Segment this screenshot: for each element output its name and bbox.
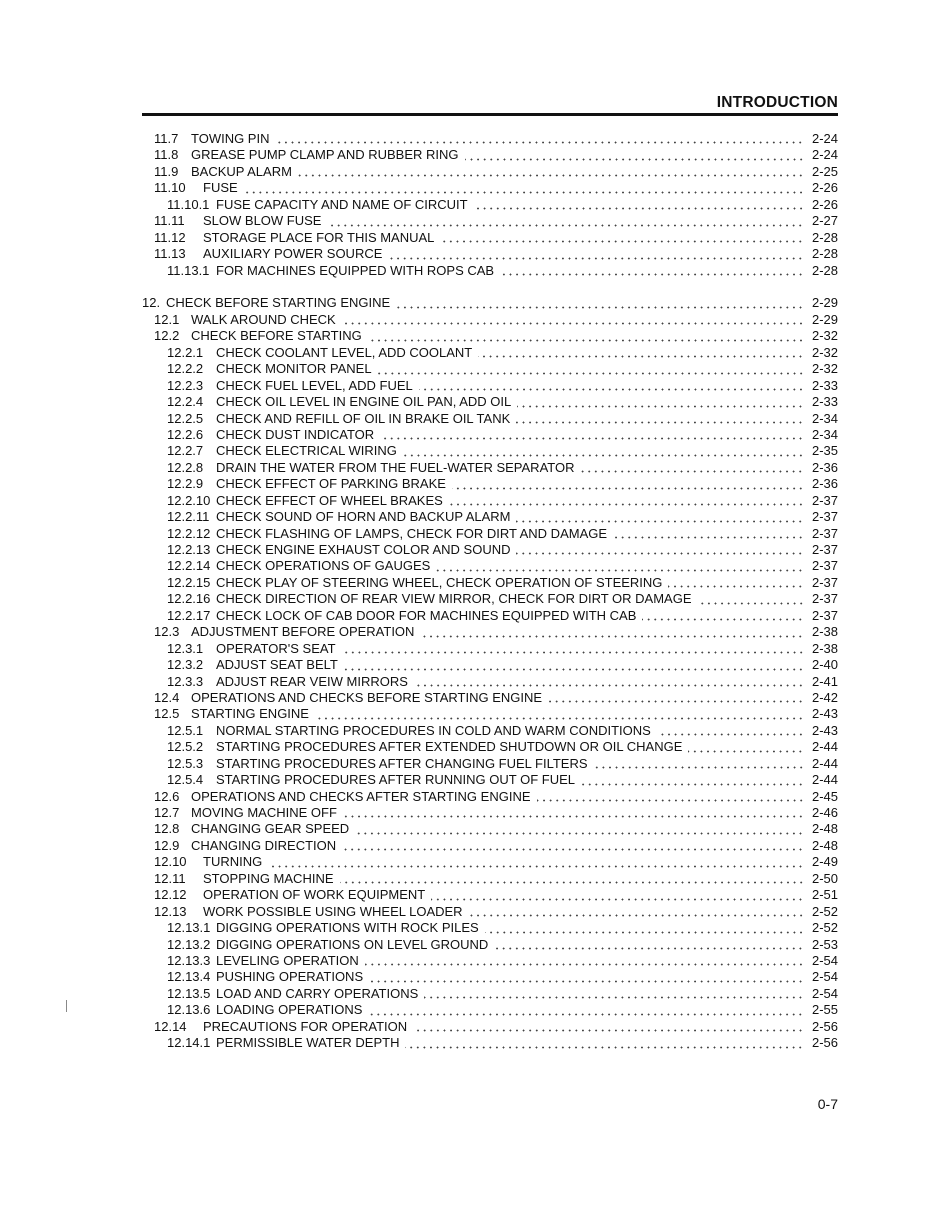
- toc-entry[interactable]: [142, 805, 838, 821]
- toc-entry-page: 2-52: [811, 920, 838, 936]
- toc-entry-title: CHANGING DIRECTION: [191, 837, 337, 853]
- dot-leader: [440, 231, 804, 243]
- toc-entry-number: 12.2.6: [167, 426, 204, 442]
- toc-entry-number: 12.5.4: [167, 772, 204, 788]
- toc-entry-page: 2-26: [811, 196, 838, 212]
- toc-entry-number: 12.13.1: [167, 920, 211, 936]
- page-number: 0-7: [817, 1096, 838, 1112]
- toc-entry-number: 11.12: [154, 229, 186, 245]
- dot-leader: [380, 428, 804, 440]
- dot-leader: [396, 297, 804, 309]
- toc-entry-number: 12.2.8: [167, 459, 204, 475]
- toc-entry[interactable]: [142, 591, 838, 607]
- toc-entry-title: CHECK FUEL LEVEL, ADD FUEL: [216, 377, 413, 393]
- toc-entry-number: 12.2.10: [167, 492, 211, 508]
- toc-entry-page: 2-46: [811, 805, 838, 820]
- toc-entry-page: 2-36: [811, 476, 838, 492]
- dot-leader: [485, 922, 804, 934]
- toc-entry[interactable]: [142, 1035, 838, 1051]
- toc-entry-number: 12.11: [154, 870, 186, 886]
- toc-entry[interactable]: [142, 756, 838, 772]
- toc-entry-page: 2-28: [811, 246, 838, 262]
- toc-entry-title: SLOW BLOW FUSE: [203, 213, 322, 229]
- toc-entry[interactable]: [142, 328, 838, 344]
- toc-entry[interactable]: [142, 641, 838, 657]
- toc-entry-number: 12.2.5: [167, 410, 204, 426]
- toc-entry[interactable]: [142, 986, 838, 1002]
- toc-entry-number: 12.2.3: [167, 377, 204, 393]
- toc-entry-page: 2-37: [811, 607, 838, 623]
- toc-entry-number: 12.5.3: [167, 755, 204, 771]
- toc-entry-title: CHECK OIL LEVEL IN ENGINE OIL PAN, ADD OIL: [216, 394, 512, 410]
- toc-entry-number: 12.2.16: [167, 591, 211, 607]
- toc-entry-title: LOADING OPERATIONS: [216, 1002, 363, 1018]
- dot-leader: [474, 198, 804, 210]
- toc-entry-number: 12.3: [154, 624, 180, 640]
- toc-entry-title: CHECK ELECTRICAL WIRING: [216, 443, 397, 459]
- toc-entry-number: 12.2.13: [167, 542, 211, 557]
- toc-entry[interactable]: [142, 953, 838, 969]
- toc-entry-number: 12.2: [154, 328, 180, 344]
- toc-entry[interactable]: [142, 180, 838, 196]
- toc-entry-page: 2-56: [811, 1018, 838, 1034]
- dot-leader: [405, 1037, 804, 1049]
- toc-entry-page: 2-34: [811, 426, 838, 442]
- dot-leader: [478, 346, 804, 358]
- toc-entry-page: 2-37: [811, 492, 838, 508]
- toc-entry-title: CHECK PLAY OF STEERING WHEEL, CHECK OPERATION OF STEERING: [216, 574, 663, 590]
- toc-entry-page: 2-32: [811, 344, 838, 360]
- toc-entry-number: 11.13.1: [167, 262, 210, 278]
- toc-entry-number: 12.2.17: [167, 607, 211, 623]
- toc-entry-number: 12.12: [154, 887, 187, 903]
- toc-entry-page: 2-29: [811, 311, 838, 327]
- dot-leader: [494, 938, 804, 950]
- toc-entry-title: CHECK BEFORE STARTING: [191, 328, 362, 344]
- toc-entry-title: WALK AROUND CHECK: [191, 311, 336, 327]
- dot-leader: [698, 593, 805, 605]
- dot-leader: [344, 659, 804, 671]
- toc-entry[interactable]: [142, 624, 838, 640]
- toc-entry-number: 11.13: [154, 246, 186, 262]
- toc-entry-page: 2-24: [811, 147, 838, 163]
- toc-entry[interactable]: [142, 937, 838, 953]
- toc-entry-page: 2-54: [811, 969, 838, 985]
- toc-entry[interactable]: [142, 575, 838, 591]
- toc-entry[interactable]: [142, 493, 838, 509]
- toc-entry-number: 12.14.1: [167, 1035, 211, 1051]
- toc-entry-title: CHANGING GEAR SPEED: [191, 821, 350, 837]
- toc-entry-title: STARTING PROCEDURES AFTER EXTENDED SHUTDOWN OR OIL CHANGE: [216, 739, 683, 755]
- toc-entry-title: STORAGE PLACE FOR THIS MANUAL: [203, 229, 435, 245]
- toc-entry-number: 12.: [142, 295, 161, 311]
- dot-leader: [581, 774, 804, 786]
- toc-entry-number: 12.3.1: [167, 640, 204, 656]
- toc-entry-page: 2-24: [811, 131, 838, 146]
- toc-entry-page: 2-50: [811, 870, 838, 886]
- toc-entry-page: 2-44: [811, 755, 838, 771]
- toc-entry-number: 12.2.15: [167, 574, 211, 590]
- dot-leader: [449, 494, 804, 506]
- dot-leader: [414, 675, 804, 687]
- dot-leader: [516, 412, 804, 424]
- dot-leader: [548, 691, 804, 703]
- toc-entry-number: 12.13.3: [167, 952, 211, 968]
- dot-leader: [431, 889, 804, 901]
- dot-leader: [688, 741, 804, 753]
- dot-leader: [388, 248, 804, 260]
- toc-entry-title: LEVELING OPERATION: [216, 952, 359, 968]
- dot-leader: [516, 511, 804, 523]
- toc-entry-page: 2-37: [811, 509, 838, 525]
- toc-entry-number: 12.13.6: [167, 1002, 211, 1018]
- toc-entry-page: 2-43: [811, 706, 838, 722]
- dot-leader: [298, 165, 804, 177]
- dot-leader: [403, 445, 804, 457]
- toc-entry[interactable]: [142, 164, 838, 180]
- toc-entry[interactable]: [142, 197, 838, 213]
- toc-entry-number: 11.11: [154, 213, 185, 229]
- dot-leader: [469, 905, 804, 917]
- toc-entry-title: TURNING: [203, 854, 263, 870]
- toc-entry-page: 2-38: [811, 624, 838, 640]
- toc-entry-page: 2-25: [811, 163, 838, 179]
- toc-entry[interactable]: [142, 608, 838, 624]
- toc-entry-page: 2-37: [811, 542, 838, 557]
- toc-entry-page: 2-44: [811, 739, 838, 755]
- toc-entry[interactable]: [142, 838, 838, 854]
- toc-entry[interactable]: [142, 723, 838, 739]
- toc-entry-page: 2-32: [811, 328, 838, 344]
- toc-entry-title: STARTING PROCEDURES AFTER RUNNING OUT OF FUEL: [216, 772, 575, 788]
- toc-entry-title: FOR MACHINES EQUIPPED WITH ROPS CAB: [216, 262, 495, 278]
- toc-entry-number: 12.5: [154, 706, 180, 722]
- toc-entry-number: 12.4: [154, 689, 180, 705]
- toc-entry[interactable]: [142, 411, 838, 427]
- toc-entry-title: CHECK EFFECT OF WHEEL BRAKES: [216, 492, 443, 508]
- toc-entry-number: 12.1: [154, 311, 180, 327]
- toc-entry[interactable]: [142, 263, 838, 279]
- toc-entry-page: 2-55: [811, 1002, 838, 1018]
- toc-entry-title: DRAIN THE WATER FROM THE FUEL-WATER SEPARATOR: [216, 459, 575, 475]
- toc-entry-number: 11.9: [154, 163, 179, 179]
- toc-entry-title: DIGGING OPERATIONS ON LEVEL GROUND: [216, 936, 489, 952]
- toc-entry-number: 12.13: [154, 903, 187, 919]
- toc-entry[interactable]: [142, 690, 838, 706]
- toc-entry-title: CHECK DUST INDICATOR: [216, 426, 375, 442]
- toc-entry-number: 12.2.1: [167, 344, 204, 360]
- toc-entry-number: 12.2.12: [167, 525, 211, 541]
- toc-entry-title: FUSE: [203, 180, 238, 196]
- toc-entry-page: 2-54: [811, 985, 838, 1001]
- toc-entry-number: 11.10.1: [167, 196, 210, 212]
- toc-entry-page: 2-37: [811, 591, 838, 607]
- toc-entry-title: OPERATOR'S SEAT: [216, 640, 336, 656]
- dot-leader: [244, 182, 804, 194]
- toc-entry-number: 12.13.4: [167, 969, 211, 985]
- toc-entry-page: 2-29: [811, 295, 838, 311]
- toc-entry-number: 12.2.2: [167, 361, 204, 377]
- dot-leader: [517, 396, 804, 408]
- toc-entry[interactable]: [142, 789, 838, 805]
- toc-entry-page: 2-37: [811, 574, 838, 590]
- toc-entry[interactable]: [142, 345, 838, 361]
- header-divider: [142, 113, 838, 116]
- toc-entry[interactable]: [142, 476, 838, 492]
- toc-entry-title: AUXILIARY POWER SOURCE: [203, 246, 383, 262]
- dot-leader: [327, 215, 804, 227]
- toc-entry-number: 12.3.2: [167, 657, 204, 673]
- scan-margin-mark: [66, 1000, 67, 1012]
- toc-entry[interactable]: [142, 854, 838, 870]
- toc-entry-page: 2-51: [811, 887, 838, 903]
- toc-entry-number: 12.5.2: [167, 739, 204, 755]
- toc-entry-title: CHECK AND REFILL OF OIL IN BRAKE OIL TANK: [216, 410, 511, 426]
- toc-entry-title: ADJUSTMENT BEFORE OPERATION: [191, 624, 415, 640]
- dot-leader: [420, 626, 804, 638]
- toc-entry-page: 2-44: [811, 772, 838, 788]
- dot-leader: [342, 642, 804, 654]
- toc-entry-title: CHECK SOUND OF HORN AND BACKUP ALARM: [216, 509, 511, 525]
- toc-entry[interactable]: [142, 706, 838, 722]
- toc-entry[interactable]: [142, 1019, 838, 1035]
- toc-entry-page: 2-48: [811, 821, 838, 837]
- dot-leader: [368, 1004, 804, 1016]
- toc-entry-title: OPERATION OF WORK EQUIPMENT: [203, 887, 426, 903]
- toc-entry-title: OPERATIONS AND CHECKS BEFORE STARTING ENGINE: [191, 689, 543, 705]
- toc-entry-title: CHECK COOLANT LEVEL, ADD COOLANT: [216, 344, 473, 360]
- toc-entry-number: 11.8: [154, 147, 179, 163]
- toc-entry[interactable]: [142, 904, 838, 920]
- toc-entry-title: CHECK EFFECT OF PARKING BRAKE: [216, 476, 446, 492]
- toc-entry-page: 2-52: [811, 903, 838, 919]
- toc-entry-title: STARTING PROCEDURES AFTER CHANGING FUEL FILTERS: [216, 755, 588, 771]
- toc-entry-number: 11.7: [154, 131, 179, 146]
- dot-leader: [369, 971, 804, 983]
- toc-entry-title: CHECK LOCK OF CAB DOOR FOR MACHINES EQUIPPED WITH CAB: [216, 607, 637, 623]
- toc-entry-title: CHECK FLASHING OF LAMPS, CHECK FOR DIRT AND DAMAGE: [216, 525, 608, 541]
- toc-entry-title: CHECK BEFORE STARTING ENGINE: [166, 295, 391, 311]
- toc-entry-title: TOWING PIN: [191, 131, 270, 146]
- toc-entry-page: 2-33: [811, 377, 838, 393]
- dot-leader: [413, 1020, 804, 1032]
- toc-entry-page: 2-49: [811, 854, 838, 870]
- toc-entry[interactable]: [142, 674, 838, 690]
- toc-entry-title: ADJUST REAR VEIW MIRRORS: [216, 673, 408, 689]
- toc-entry-number: 12.8: [154, 821, 180, 837]
- toc-entry[interactable]: [142, 230, 838, 246]
- dot-leader: [268, 856, 804, 868]
- section-header-title: INTRODUCTION: [716, 94, 838, 111]
- toc-entry-number: 12.2.11: [167, 509, 210, 525]
- toc-entry-title: LOAD AND CARRY OPERATIONS: [216, 985, 419, 1001]
- toc-entry[interactable]: [142, 542, 838, 558]
- toc-entry[interactable]: [142, 526, 838, 542]
- toc-entry-title: NORMAL STARTING PROCEDURES IN COLD AND WARM CONDITIONS: [216, 722, 651, 738]
- toc-entry-page: 2-26: [811, 180, 838, 196]
- toc-entry[interactable]: [142, 509, 838, 525]
- dot-leader: [465, 149, 804, 161]
- toc-entry-title: WORK POSSIBLE USING WHEEL LOADER: [203, 903, 463, 919]
- toc-entry-title: FUSE CAPACITY AND NAME OF CIRCUIT: [216, 196, 468, 212]
- toc-entry-page: 2-45: [811, 788, 838, 804]
- toc-entry[interactable]: [142, 821, 838, 837]
- toc-entry-page: 2-38: [811, 640, 838, 656]
- toc-entry[interactable]: [142, 312, 838, 328]
- toc-entry[interactable]: [142, 920, 838, 936]
- toc-entry[interactable]: [142, 394, 838, 410]
- dot-leader: [500, 264, 804, 276]
- dot-leader: [516, 543, 804, 555]
- toc-entry[interactable]: [142, 213, 838, 229]
- dot-leader: [657, 724, 804, 736]
- toc-entry[interactable]: [142, 739, 838, 755]
- dot-leader: [642, 609, 804, 621]
- toc-entry-title: CHECK MONITOR PANEL: [216, 361, 372, 377]
- toc-entry[interactable]: [142, 558, 838, 574]
- toc-entry-page: 2-53: [811, 936, 838, 952]
- dot-leader: [378, 363, 804, 375]
- toc-entry[interactable]: [142, 246, 838, 262]
- toc-entry-page: 2-34: [811, 410, 838, 426]
- toc-entry-title: PUSHING OPERATIONS: [216, 969, 364, 985]
- toc-entry-number: 12.2.4: [167, 394, 204, 410]
- dot-leader: [580, 461, 804, 473]
- toc-entry-page: 2-35: [811, 443, 838, 459]
- toc-entry-title: CHECK ENGINE EXHAUST COLOR AND SOUND: [216, 542, 511, 557]
- toc-entry[interactable]: [142, 460, 838, 476]
- toc-entry-title: PRECAUTIONS FOR OPERATION: [203, 1018, 408, 1034]
- toc-entry-title: PERMISSIBLE WATER DEPTH: [216, 1035, 400, 1051]
- toc-entry-title: DIGGING OPERATIONS WITH ROCK PILES: [216, 920, 479, 936]
- toc-entry-number: 12.2.14: [167, 558, 211, 574]
- toc-entry-page: 2-56: [811, 1035, 838, 1051]
- toc-entry-title: OPERATIONS AND CHECKS AFTER STARTING ENGINE: [191, 788, 531, 804]
- toc-entry-number: 12.7: [154, 805, 180, 820]
- dot-leader: [342, 313, 804, 325]
- toc-entry[interactable]: [142, 427, 838, 443]
- dot-leader: [355, 823, 804, 835]
- toc-entry-number: 12.13.5: [167, 985, 211, 1001]
- toc-entry-page: 2-36: [811, 459, 838, 475]
- dot-leader: [340, 872, 804, 884]
- dot-leader: [424, 987, 804, 999]
- toc-entry-title: GREASE PUMP CLAMP AND RUBBER RING: [191, 147, 459, 163]
- toc-entry-title: BACKUP ALARM: [191, 163, 292, 179]
- toc-entry-title: CHECK DIRECTION OF REAR VIEW MIRROR, CHECK FOR DIRT OR DAMAGE: [216, 591, 692, 607]
- dot-leader: [613, 527, 804, 539]
- toc-entry[interactable]: [142, 871, 838, 887]
- dot-leader: [315, 708, 804, 720]
- toc-entry-page: 2-37: [811, 558, 838, 574]
- toc-entry[interactable]: [142, 378, 838, 394]
- dot-leader: [275, 132, 804, 144]
- toc-entry-number: 12.14: [154, 1018, 187, 1034]
- toc-entry-page: 2-28: [811, 229, 838, 245]
- dot-leader: [537, 790, 805, 802]
- toc-entry[interactable]: [142, 657, 838, 673]
- toc-entry[interactable]: [142, 131, 838, 147]
- toc-entry-page: 2-27: [811, 213, 838, 229]
- dot-leader: [343, 806, 804, 818]
- toc-entry-number: 12.10: [154, 854, 187, 870]
- dot-leader: [452, 478, 804, 490]
- toc-entry-page: 2-48: [811, 837, 838, 853]
- toc-entry-title: ADJUST SEAT BELT: [216, 657, 338, 673]
- toc-entry[interactable]: [142, 969, 838, 985]
- toc-entry-page: 2-41: [811, 673, 838, 689]
- toc-entry-title: STOPPING MACHINE: [203, 870, 334, 886]
- toc-entry-number: 12.2.7: [167, 443, 204, 459]
- toc-entry-number: 12.9: [154, 837, 180, 853]
- toc-entry-number: 11.10: [154, 180, 186, 196]
- dot-leader: [365, 954, 804, 966]
- dot-leader: [436, 560, 804, 572]
- toc-entry-page: 2-42: [811, 689, 838, 705]
- toc-entry-page: 2-32: [811, 361, 838, 377]
- toc-entry[interactable]: [142, 1002, 838, 1018]
- toc-entry[interactable]: [142, 361, 838, 377]
- dot-leader: [342, 839, 804, 851]
- toc-entry[interactable]: [142, 772, 838, 788]
- toc-entry-title: CHECK OPERATIONS OF GAUGES: [216, 558, 431, 574]
- toc-entry[interactable]: [142, 443, 838, 459]
- dot-leader: [594, 757, 804, 769]
- toc-entry-page: 2-33: [811, 394, 838, 410]
- toc-entry[interactable]: [142, 147, 838, 163]
- dot-leader: [368, 330, 804, 342]
- toc-entry-page: 2-40: [811, 657, 838, 673]
- dot-leader: [419, 379, 804, 391]
- toc-entry[interactable]: [142, 887, 838, 903]
- toc-entry-page: 2-37: [811, 525, 838, 541]
- toc-entry-page: 2-28: [811, 262, 838, 278]
- toc-entry-title: STARTING ENGINE: [191, 706, 309, 722]
- toc-entry-number: 12.13.2: [167, 936, 211, 952]
- toc-entry-number: 12.2.9: [167, 476, 204, 492]
- toc-entry-title: MOVING MACHINE OFF: [191, 805, 337, 820]
- toc-entry-page: 2-54: [811, 952, 838, 968]
- toc-entry-page: 2-43: [811, 722, 838, 738]
- dot-leader: [668, 576, 804, 588]
- toc-entry-number: 12.3.3: [167, 673, 204, 689]
- table-of-contents: [142, 131, 838, 1052]
- toc-entry-number: 12.5.1: [167, 722, 204, 738]
- toc-entry[interactable]: [142, 295, 838, 311]
- toc-entry-number: 12.6: [154, 788, 180, 804]
